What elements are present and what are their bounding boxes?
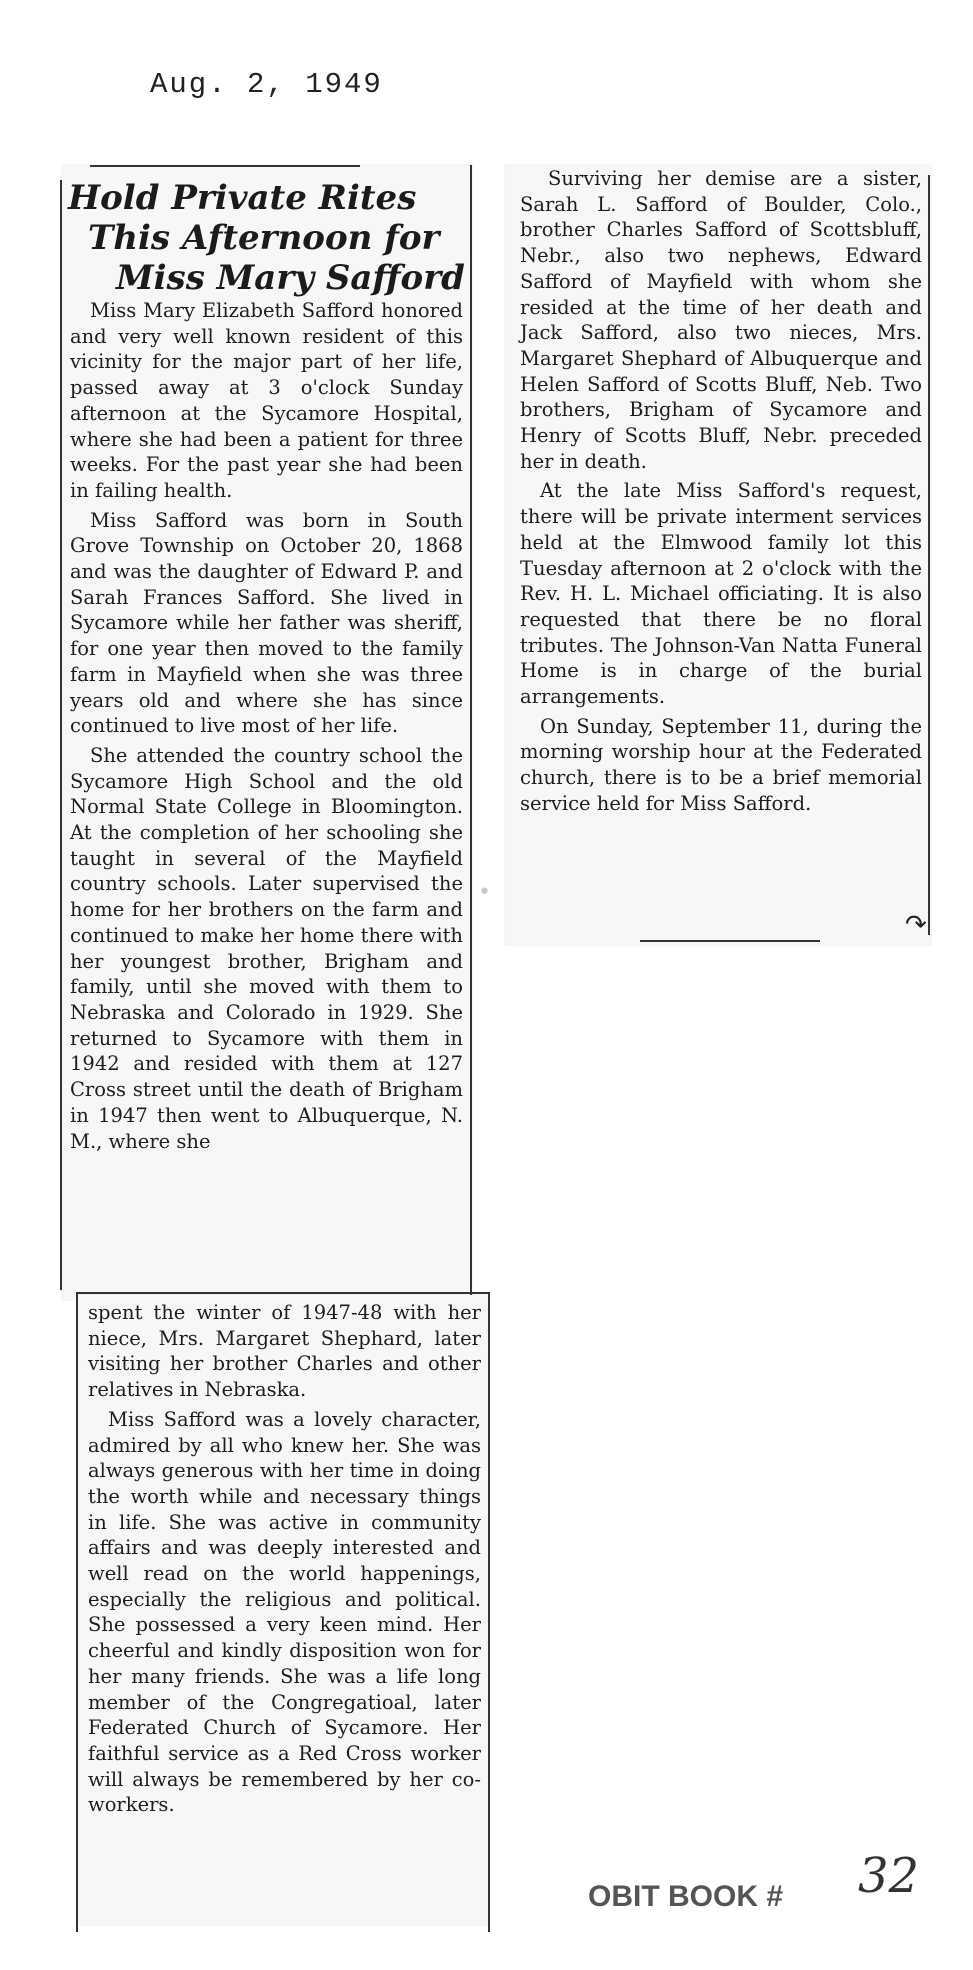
end-rule — [640, 940, 820, 942]
paragraph: She attended the country school the Sycamore High School and the old Normal State College in Bloomington. At the completion of her schooling she taught in several of the Mayfield country schools. Later supervised the home for her brothers on the farm and continued to make her home there with her youngest brother, Brigham and family, until she moved with them to Nebraska and Colorado in 1929. She returned to Sycamore with them in 1942 and resided with them at 127 Cross street until the death of Brigham in 1947 then went to Albuquerque, N. M., where she — [70, 743, 463, 1153]
article-column-1-continued — [88, 1300, 481, 1818]
column-rule-right — [928, 175, 930, 935]
paragraph: Surviving her demise are a sister, Sarah L. Safford of Boulder, Colo., brother Charles Safford of Scottsbluff, Nebr., also two nephews, Edward Safford of Mayfield with whom she resided at the time of her death and Jack Safford, also two nieces, Mrs. Margaret Shephard of Albuquerque and Helen Safford of Scotts Bluff, Neb. Two brothers, Brigham of Sycamore and Henry of Scotts Bluff, Nebr. preceded her in death. — [520, 167, 922, 473]
paragraph: On Sunday, September 11, during the morning worship hour at the Federated church, there is to be a brief memorial service held for Miss Safford. — [520, 714, 922, 815]
headline-line-3: Miss Mary Safford — [116, 258, 465, 298]
article-column-1 — [70, 298, 463, 1154]
obit-book-number: 32 — [858, 1848, 920, 1904]
column-rule-left-lower — [76, 1292, 78, 1932]
headline — [66, 178, 466, 298]
column-rule-middle-lower — [488, 1292, 490, 1932]
headline-line-1: Hold Private Rites — [68, 178, 417, 218]
paragraph: Miss Mary Elizabeth Safford honored and very well known resident of this vicinity for the major part of her life, passed away at 3 o'clock Sunday afternoon at the Sycamore Hospital, where she had been a patient for three weeks. For the past year she had been in failing health. — [70, 299, 463, 502]
article-column-2 — [520, 166, 922, 817]
paragraph: At the late Miss Safford's request, there will be private interment services held at the Elmwood family lot this Tuesday afternoon at 2 o'clock with the Rev. H. L. Michael officiating. It is also requested that there be no floral tributes. The Johnson-Van Natta Funeral Home is in charge of the burial arrangements. — [520, 479, 922, 709]
clipping-join-rule — [76, 1292, 488, 1294]
date-stamp: Aug. 2, 1949 — [150, 68, 383, 101]
headline-rule — [90, 165, 360, 167]
paragraph: Miss Safford was a lovely character, admired by all who knew her. She was always generous with her time in doing the worth while and necessary things in life. She was active in community affairs and was deeply interested and well read on the world happenings, especially the religious and political. She possessed a very keen mind. Her cheerful and kindly disposition won for her many friends. She was a life long member of the Congregatioal, later Federated Church of Sycamore. Her faithful service as a Red Cross worker will always be remembered by her co-workers. — [88, 1407, 481, 1817]
headline-line-2: This Afternoon for — [88, 218, 440, 258]
paragraph: spent the winter of 1947-48 with her niece, Mrs. Margaret Shephard, later visiting her brother Charles and other relatives in Nebraska. — [88, 1301, 481, 1402]
obit-book-stamp: OBIT BOOK # — [588, 1880, 784, 1913]
bleed-through-mark: • — [478, 880, 491, 905]
end-mark-icon: ↷ — [905, 910, 927, 940]
column-rule-left — [60, 180, 62, 1290]
column-rule-middle — [470, 165, 472, 1295]
paragraph: Miss Safford was born in South Grove Township on October 20, 1868 and was the daughter of Edward P. and Sarah Frances Safford. She lived in Sycamore while her father was sheriff, for one year then moved to the family farm in Mayfield when she was three years old and where she has since continued to live most of her life. — [70, 508, 463, 738]
